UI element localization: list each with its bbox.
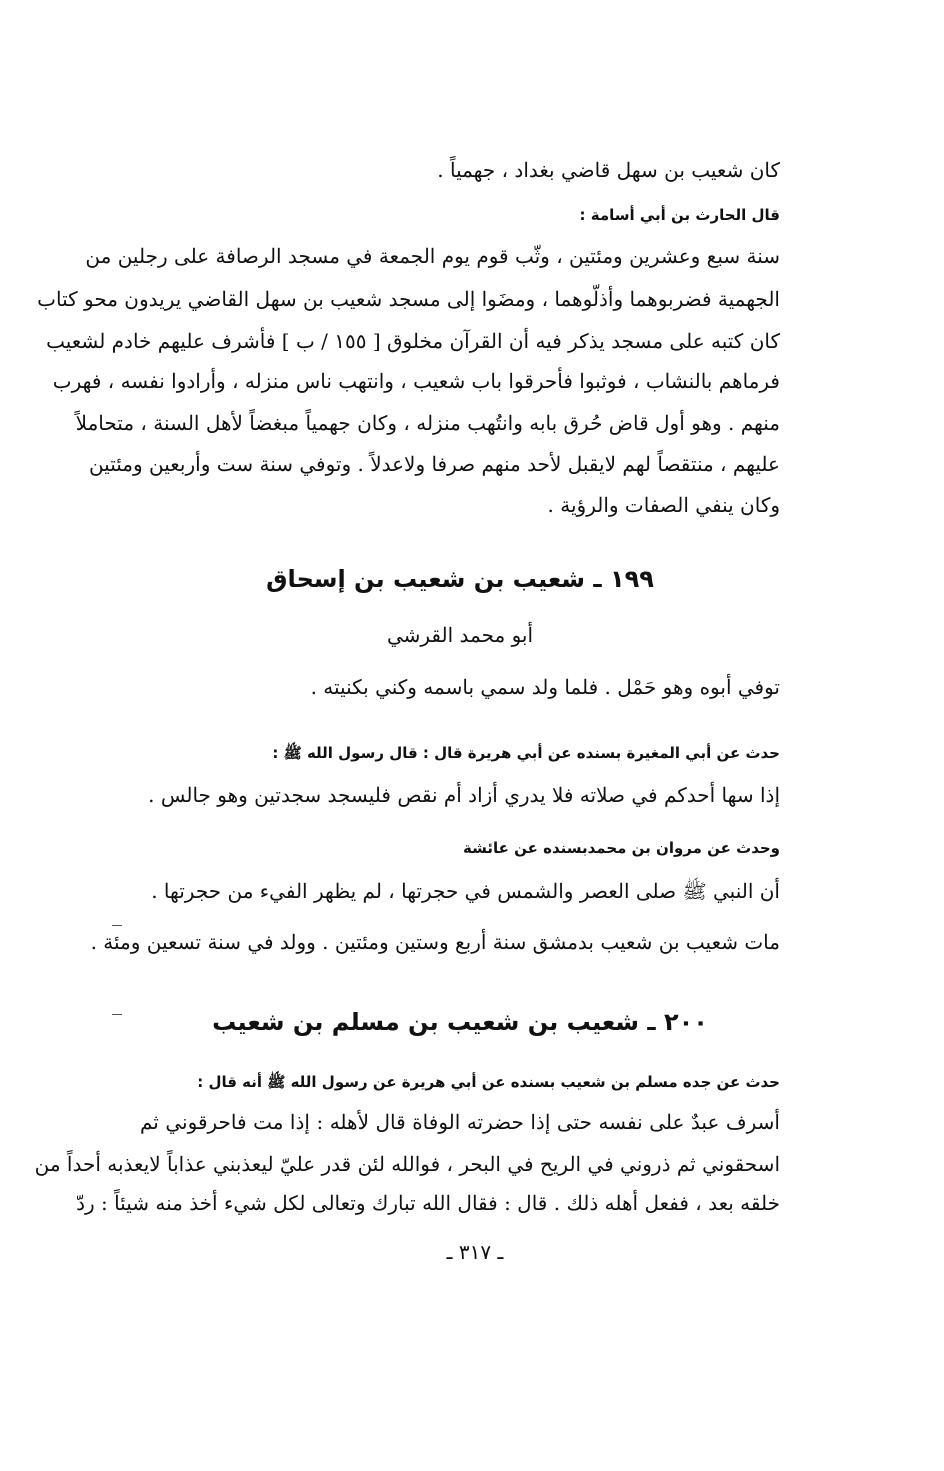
paragraph-line: أسرف عبدٌ على نفسه حتى إذا حضرته الوفاة قال لأهله : إذا مت فاحرقوني ثم [140, 1110, 780, 1134]
hadith-chain: حدث عن أبي المغيرة بسنده عن أبي هريرة قال : قال رسول الله ﷺ : [272, 744, 780, 762]
hadith-text: إذا سها أحدكم في صلاته فلا يدري أزاد أم نقص فليسجد سجدتين وهو جالس . [148, 783, 780, 807]
paragraph-line: كان كتبه على مسجد يذكر فيه أن القرآن مخلوق [ ١٥٥ / ب ] فأشرف عليهم خادم لشعيب [46, 329, 780, 353]
paragraph-line: سنة سبع وعشرين ومئتين ، وثّب قوم يوم الجمعة في مسجد الرصافة على رجلين من [85, 244, 780, 268]
section-heading-200: ٢٠٠ ـ شعيب بن شعيب بن مسلم بن شعيب [212, 1008, 708, 1036]
paragraph-line: عليهم ، منتقصاً لهم لايقبل لأحد منهم صرفا ولاعدلاً . وتوفي سنة ست وأربعين ومئتين [88, 452, 780, 476]
paragraph-line: وكان ينفي الصفات والرؤية . [547, 493, 780, 517]
hadith-chain: وحدث عن مروان بن محمدبسنده عن عائشة [463, 839, 780, 857]
section-heading-199: ١٩٩ ـ شعيب بن شعيب بن إسحاق [266, 565, 654, 593]
attribution-line: قال الحارث بن أبي أسامة : [579, 206, 780, 224]
hadith-chain: حدث عن جده مسلم بن شعيب بسنده عن أبي هريرة عن رسول الله ﷺ أنه قال : [197, 1073, 780, 1091]
hadith-text: أن النبي ﷺ صلى العصر والشمس في حجرتها ، لم يظهر الفيء من حجرتها . [151, 879, 780, 903]
margin-mark [112, 925, 122, 926]
death-line: مات شعيب بن شعيب بدمشق سنة أربع وستين ومئتين . وولد في سنة تسعين ومئة . [90, 930, 780, 954]
section-199-line: توفي أبوه وهو حَمْل . فلما ولد سمي باسمه وكني بكنيته . [310, 675, 780, 699]
page-number: ـ ٣١٧ ـ [446, 1240, 504, 1264]
intro-line: كان شعيب بن سهل قاضي بغداد ، جهمياً . [437, 158, 780, 182]
paragraph-line: الجهمية فضربوهما وأذلّوهما ، ومضَوا إلى مسجد شعيب بن سهل القاضي يريدون محو كتاب [37, 287, 780, 311]
section-199-kunya: أبو محمد القرشي [386, 623, 534, 647]
paragraph-line: منهم . وهو أول قاض حُرق بابه وانتُهب منزله ، وكان جهمياً مبغضاً لأهل السنة ، متحاملاً [75, 411, 780, 435]
paragraph-line: اسحقوني ثم ذروني في الريح في البحر ، فوالله لئن قدر عليّ ليعذبني عذاباً لايعذبه أحداً من [34, 1152, 780, 1176]
paragraph-line: فرماهم بالنشاب ، فوثبوا فأحرقوا باب شعيب ، وانتهب ناس منزله ، وأرادوا نفسه ، فهرب [52, 369, 780, 393]
paragraph-line: خلقه بعد ، ففعل أهله ذلك . قال : فقال الله تبارك وتعالى لكل شيء أخذ منه شيئاً : ردّ [76, 1191, 780, 1215]
margin-mark [112, 1014, 122, 1015]
